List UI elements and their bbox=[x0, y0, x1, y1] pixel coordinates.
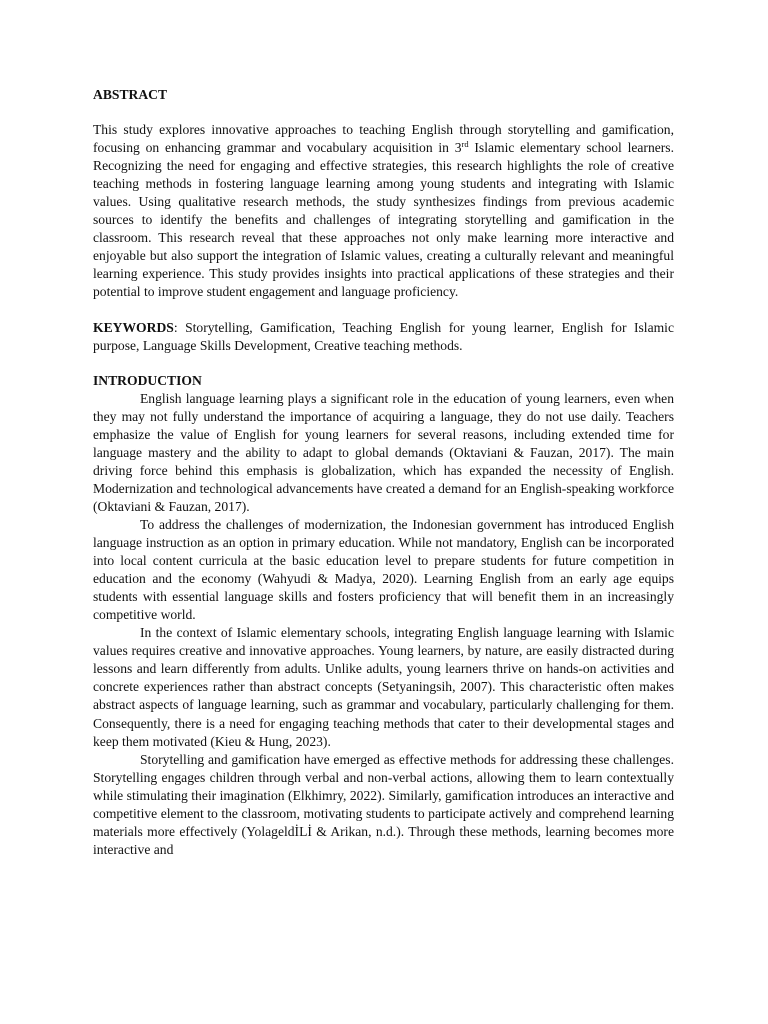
spacer bbox=[93, 355, 674, 372]
introduction-paragraph: English language learning plays a significant role in the education of young learners, even when they may not fully understand the importance of acquiring a language, they do not use daily. Teachers emphasize the value of English for young learners for several reasons, including extended time for language mastery and the ability to adapt to global demands (Oktaviani & Fauzan, 2017). The main driving force behind this emphasis is globalization, which has expanded the necessity of English. Modernization and technological advancements have created a demand for an English-speaking workforce (Oktaviani & Fauzan, 2017). bbox=[93, 390, 674, 514]
abstract-text bbox=[93, 121, 674, 301]
keywords-text: : Storytelling, Gamification, Teaching English for young learner, English for Islamic purpose, Language Skills Development, Creative teaching methods. bbox=[93, 319, 674, 353]
keywords-paragraph bbox=[93, 319, 674, 355]
introduction-heading: INTRODUCTION bbox=[93, 372, 202, 388]
abstract-text-part1: This study explores innovative approaches to teaching English through storytelling and gamification, focusing on enhancing grammar and vocabulary acquisition in 3 bbox=[93, 122, 674, 156]
keywords-label: KEYWORDS bbox=[93, 319, 174, 335]
abstract-text-part2: Islamic elementary school learners. Recognizing the need for engaging and effective strategies, this research highlights the role of creative teaching methods in fostering language learning among young students and integrating with Islamic values. Using qualitative research methods, the study synthesizes findings from previous academic sources to identify the benefits and challenges of integrating storytelling and gamification in the classroom. This research reveal that these approaches not only make learning more interactive and enjoyable but also support the integration of Islamic values, creating a culturally relevant and meaningful learning experience. This study provides insights into practical applications of these strategies and their potential to improve student engagement and language proficiency. bbox=[93, 140, 674, 300]
introduction-paragraph: In the context of Islamic elementary schools, integrating English language learning with Islamic values requires creative and innovative approaches. Young learners, by nature, are easily distracted during lessons and learn differently from adults. Unlike adults, young learners thrive on hands-on activities and concrete experiences rather than abstract concepts (Setyaningsih, 2007). This characteristic often makes abstract aspects of language learning, such as grammar and vocabulary, particularly challenging for them. Consequently, there is a need for engaging teaching methods that cater to their developmental stages and keep them motivated (Kieu & Hung, 2023). bbox=[93, 625, 674, 749]
spacer bbox=[93, 104, 674, 121]
introduction-paragraph: Storytelling and gamification have emerged as effective methods for addressing these challenges. Storytelling engages children through verbal and non-verbal actions, allowing them to learn contextually while stimulating their imagination (Elkhimry, 2022). Similarly, gamification introduces an interactive and competitive element to the classroom, motivating students to participate actively and comprehend learning materials more effectively (YolageldİLİ & Arikan, n.d.). Through these methods, learning becomes more interactive and bbox=[93, 751, 674, 857]
document-page bbox=[93, 86, 674, 859]
abstract-heading: ABSTRACT bbox=[93, 87, 168, 102]
introduction-paragraph: To address the challenges of modernization, the Indonesian government has introduced English language instruction as an option in primary education. While not mandatory, English can be incorporated into local content curricula at the basic education level to prepare students for future competition in education and the economy (Wahyudi & Madya, 2020). Learning English from an early age equips students with essential language skills and fosters proficiency that will benefit them in an increasingly competitive world. bbox=[93, 516, 674, 623]
ordinal-superscript: rd bbox=[461, 139, 469, 150]
spacer bbox=[93, 302, 674, 319]
